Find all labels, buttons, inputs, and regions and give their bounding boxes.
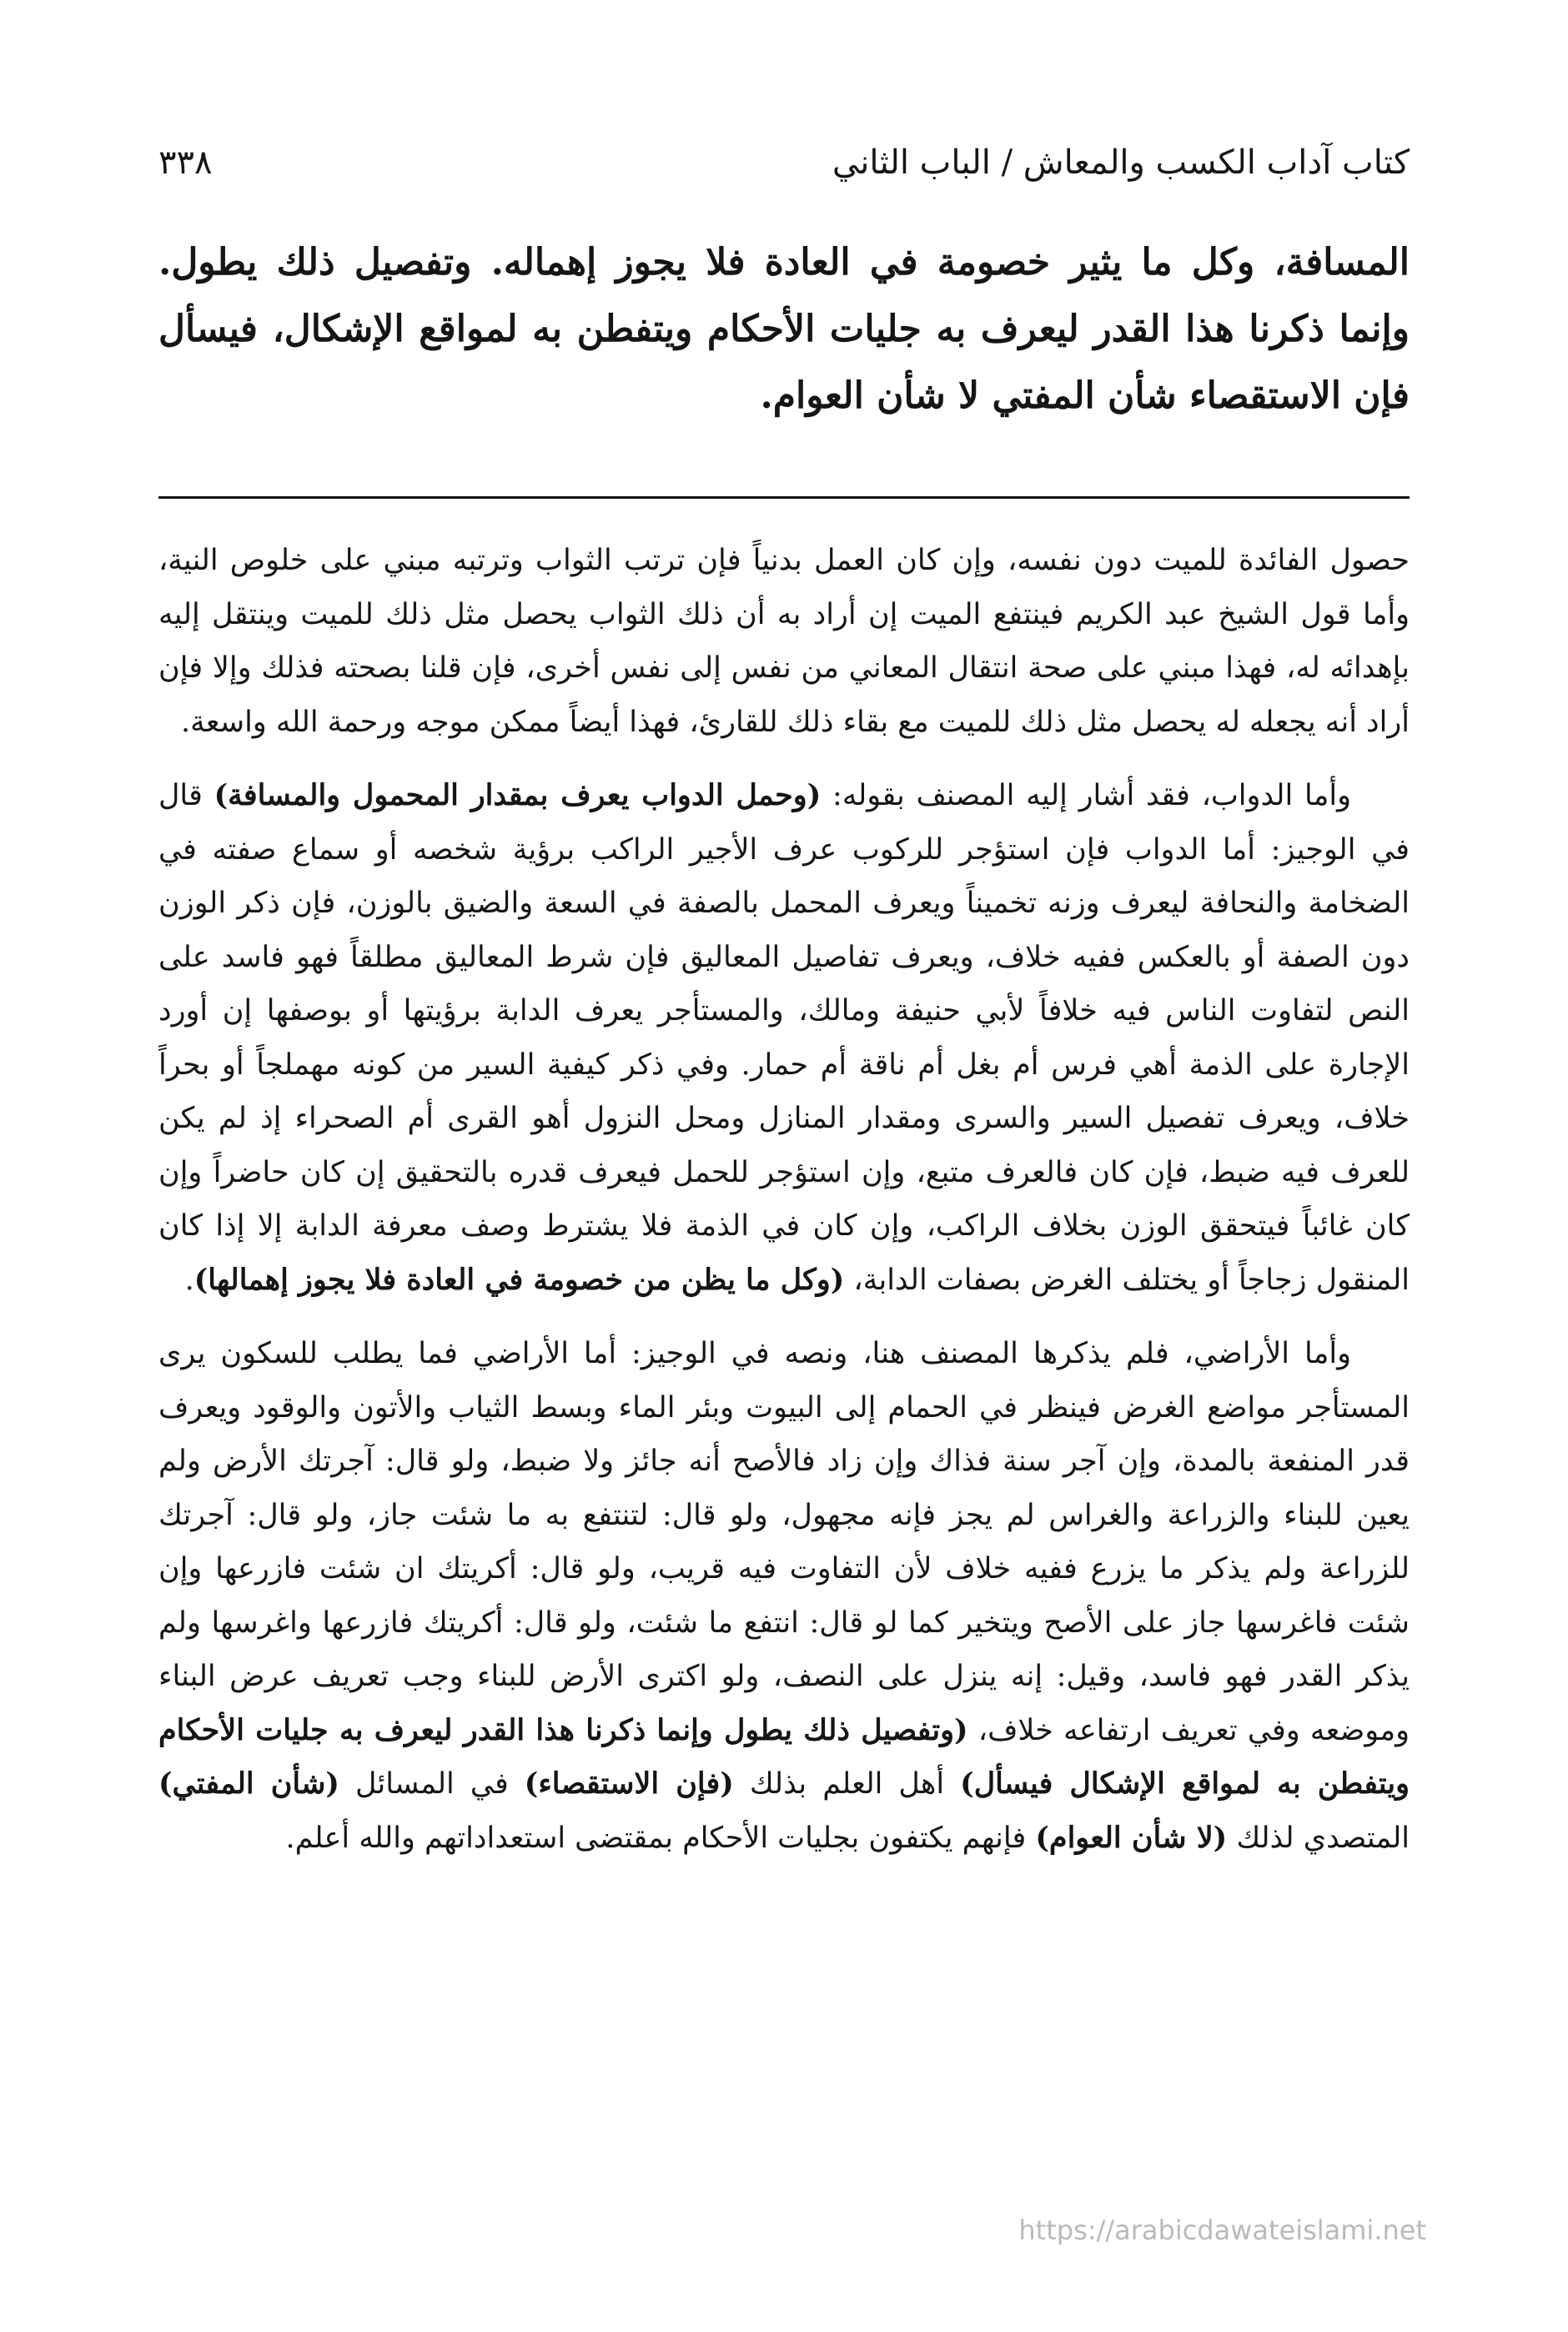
commentary-paragraph-3 — [158, 1327, 1410, 1865]
commentary-paragraph-1: حصول الفائدة للميت دون نفسه، وإن كان العمل بدنياً فإن ترتب الثواب وترتبه مبني على خلوص النية، وأما قول الشيخ عبد الكريم فينتفع الميت إن أراد به أن ذلك الثواب يحصل مثل ذلك للميت وينتقل إليه بإهدائه له، فهذا مبني على صحة انتقال المعاني من نفس إلى نفس أخرى، فإن قلنا بصحته فذلك وإلا فإن أراد أنه يجعله له يحصل مثل ذلك للميت مع بقاء ذلك للقارئ، فهذا أيضاً ممكن موجه ورحمة الله واسعة. — [158, 544, 1410, 739]
quoted-main-text: (وتفصيل ذلك يطول وإنما ذكرنا هذا القدر ليعرف به جليات الأحكام ويتفطن به لمواقع الإشكال فيسأل) — [158, 1712, 1410, 1801]
quoted-main-text: (شأن المفتي) — [158, 1767, 339, 1801]
commentary-text: . — [184, 1263, 194, 1297]
quoted-main-text: (وحمل الدواب يعرف بمقدار المحمول والمسافة) — [214, 778, 822, 812]
page-header — [158, 133, 1410, 192]
commentary-text: قال في الوجيز: أما الدواب فإن استؤجر للركوب عرف الأجير الراكب برؤية شخصه أو سماع صفته في الضخامة والنحافة ليعرف وزنه تخميناً ويعرف المحمل بالصفة في السعة والضيق بالوزن، فإن ذكر الوزن دون الصفة أو بالعكس ففيه خلاف، ويعرف تفاصيل المعاليق فإن شرط المعاليق مطلقاً فهو فاسد على النص لتفاوت الناس فيه خلافاً لأبي حنيفة ومالك، والمستأجر يعرف الدابة برؤيتها أو بوصفها إن أورد الإجارة على الذمة أهي فرس أم بغل أم ناقة أم حمار. وفي ذكر كيفية السير من كونه مهملجاً أو بحراً خلاف، ويعرف تفصيل السير والسرى ومقدار المنازل ومحل النزول أهو القرى أم الصحراء إذ لم يكن للعرف فيه ضبط، فإن كان فالعرف متبع، وإن استؤجر للحمل فيعرف قدره بالتحقيق إن كان حاضراً وإن كان غائباً فيتحقق الوزن بخلاف الراكب، وإن كان في الذمة فلا يشترط وصف معرفة الدابة إلا إذا كان المنقول زجاجاً أو يختلف الغرض بصفات الدابة، — [158, 779, 1410, 1297]
page-number: ٣٣٨ — [158, 143, 213, 182]
commentary-text: في المسائل — [339, 1767, 525, 1801]
commentary-text: المتصدي لذلك — [1227, 1821, 1410, 1855]
commentary-text: أهل العلم بذلك — [733, 1767, 961, 1801]
quoted-main-text: (فإن الاستقصاء) — [524, 1767, 734, 1801]
main-text: المسافة، وكل ما يثير خصومة في العادة فلا يجوز إهماله. وتفصيل ذلك يطول. وإنما ذكرنا هذا القدر ليعرف به جليات الأحكام ويتفطن به لمواقع الإشكال، فيسأل فإن الاستقصاء شأن المفتي لا شأن العوام. — [158, 241, 1410, 417]
running-title: كتاب آداب الكسب والمعاش / الباب الثاني — [832, 143, 1410, 182]
commentary-paragraph-2 — [158, 769, 1410, 1307]
quoted-main-text: (لا شأن العوام) — [1035, 1820, 1228, 1855]
commentary-text: وأما الدواب، فقد أشار إليه المصنف بقوله: — [821, 779, 1352, 812]
commentary-text: وأما الأراضي، فلم يذكرها المصنف هنا، ونصه في الوجيز: أما الأراضي فما يطلب للسكون يرى المستأجر مواضع الغرض فينظر في الحمام إلى البيوت وبئر الماء وبسط الثياب والأتون والوقود ويعرف قدر المنفعة بالمدة، وإن آجر سنة فذاك وإن زاد فالأصح أنه جائز ولا ضبط، ولو قال: آجرتك الأرض ولم يعين للبناء والزراعة والغراس لم يجز فإنه مجهول، ولو قال: لتنتفع به ما شئت جاز، ولو قال: آجرتك للزراعة ولم يذكر ما يزرع ففيه خلاف لأن التفاوت فيه قريب، ولو قال: أكريتك ان شئت فازرعها وإن شئت فاغرسها جاز على الأصح ويتخير كما لو قال: انتفع ما شئت، ولو قال: أكريتك فازرعها واغرسها ولم يذكر القدر فهو فاسد، وقيل: إنه ينزل على النصف، ولو اكترى الأرض للبناء وجب تعريف عرض البناء وموضعه وفي تعريف ارتفاعه خلاف، — [158, 1337, 1410, 1747]
quoted-main-text: (وكل ما يظن من خصومة في العادة فلا يجوز إهمالها) — [193, 1262, 845, 1297]
commentary-text: فإنهم يكتفون بجليات الأحكام بمقتضى استعداداتهم والله أعلم. — [285, 1821, 1036, 1855]
footnote-divider — [158, 496, 1410, 499]
watermark-url: https://arabicdawateislami.net — [1018, 2214, 1426, 2246]
commentary — [158, 534, 1410, 1865]
